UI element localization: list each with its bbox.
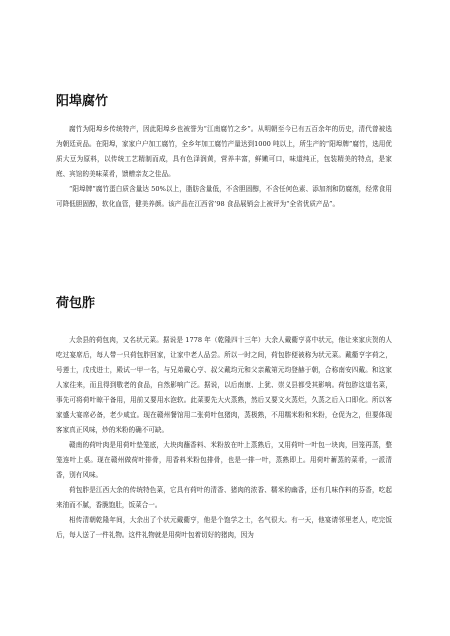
paragraph: 大余县的荷包肉，又名状元菜。据说是 1778 年（乾隆四十三年）大余人戴衢亨喜中状元，他让来家庆贺的人吃过宴席后，每人带一只荷包胙回家，让家中老人品尝。所以一时之间，荷包胙便被称为状元菜。戴衢亨字荷之，号莲士，戊戌进士，殿试一甲一名，与兄弟戴心亨、叔父戴均元和父亲戴第元均登赫于朝，合称南安四戴。和这家人家往来，而且得到敬老的食品，自然影响广泛。据说，以后南康、上犹、崇义县都受其影响。荷包胙这道名菜，事先可将荷叶晾干备用，用前又要用水泡软。此菜要先大火蒸熟，然后又要文火蒸烂，久蒸之后入口即化。所以客家盛大宴席必备，老少咸宜。现在赣州餐馆用二张荷叶包猪肉，蒸极熟，不用糯米粉和米粉，仓促为之，但要体现客家真正风味，炒的米粉的确不可缺。 [56,336,392,434]
paragraph: 相传清朝乾隆年间，大余出了个状元戴衢亨，他是个饱学之士，名气很大。有一天，他宴请邻里老人，吃完饭后，每人送了一件礼物。这件礼物就是用荷叶包着切好的猪肉，因为 [56,516,392,539]
paragraph: “阳埠牌”腐竹蛋白质含量达 50%以上，脂肪含量低，不含胆固醇，不含任何色素、添加剂和防腐剂，经常食用可降低胆固醇，软化血管，健美养颜。该产品在江西省’98 食品展销会上被评为“全省优质产品”。 [56,185,392,208]
section-title-fuzhu: 阳埠腐竹 [56,94,109,109]
section-title-hebaozuo: 荷包胙 [56,296,96,311]
paragraph: 赣南的荷叶肉是用荷叶垫笼底，大块肉蘸香料、米粉放在叶上蒸熟后，又用荷叶一叶包一块肉，回笼再蒸，整笼连叶上桌。现在赣州做荷叶排骨，用香料米粉包排骨，也是一排一叶，蒸熟即上。用荷叶蓄蒸的菜肴，一派清香，别有风味。 [56,441,392,479]
paragraph: 荷包胙是江西大余的传统特色菜，它具有荷叶的清香、猪肉的浓香、糯米的幽香，还有几味作料的芬香，吃起来油而不腻，香脆饱肚，饭菜合一。 [56,486,392,509]
section-body-hebaozuo [56,333,392,543]
section-body-fuzhu [56,122,392,212]
paragraph: 腐竹为阳埠乡传统特产，因此阳埠乡也被誉为“江南腐竹之乡”。从明朝至今已有五百余年的历史，清代曾被选为朝廷贡品。在阳埠，家家户户加工腐竹，全乡年加工腐竹产量达到1000 吨以上，所生产的“阳埠牌”腐竹，选用优质大豆为原料，以传统工艺精制而成，具有色泽润黄，营养丰富，鲜嫩可口，味道纯正，包装精美的特点，是家庭、宾馆的美味菜肴，馈赠亲友之佳品。 [56,125,392,178]
